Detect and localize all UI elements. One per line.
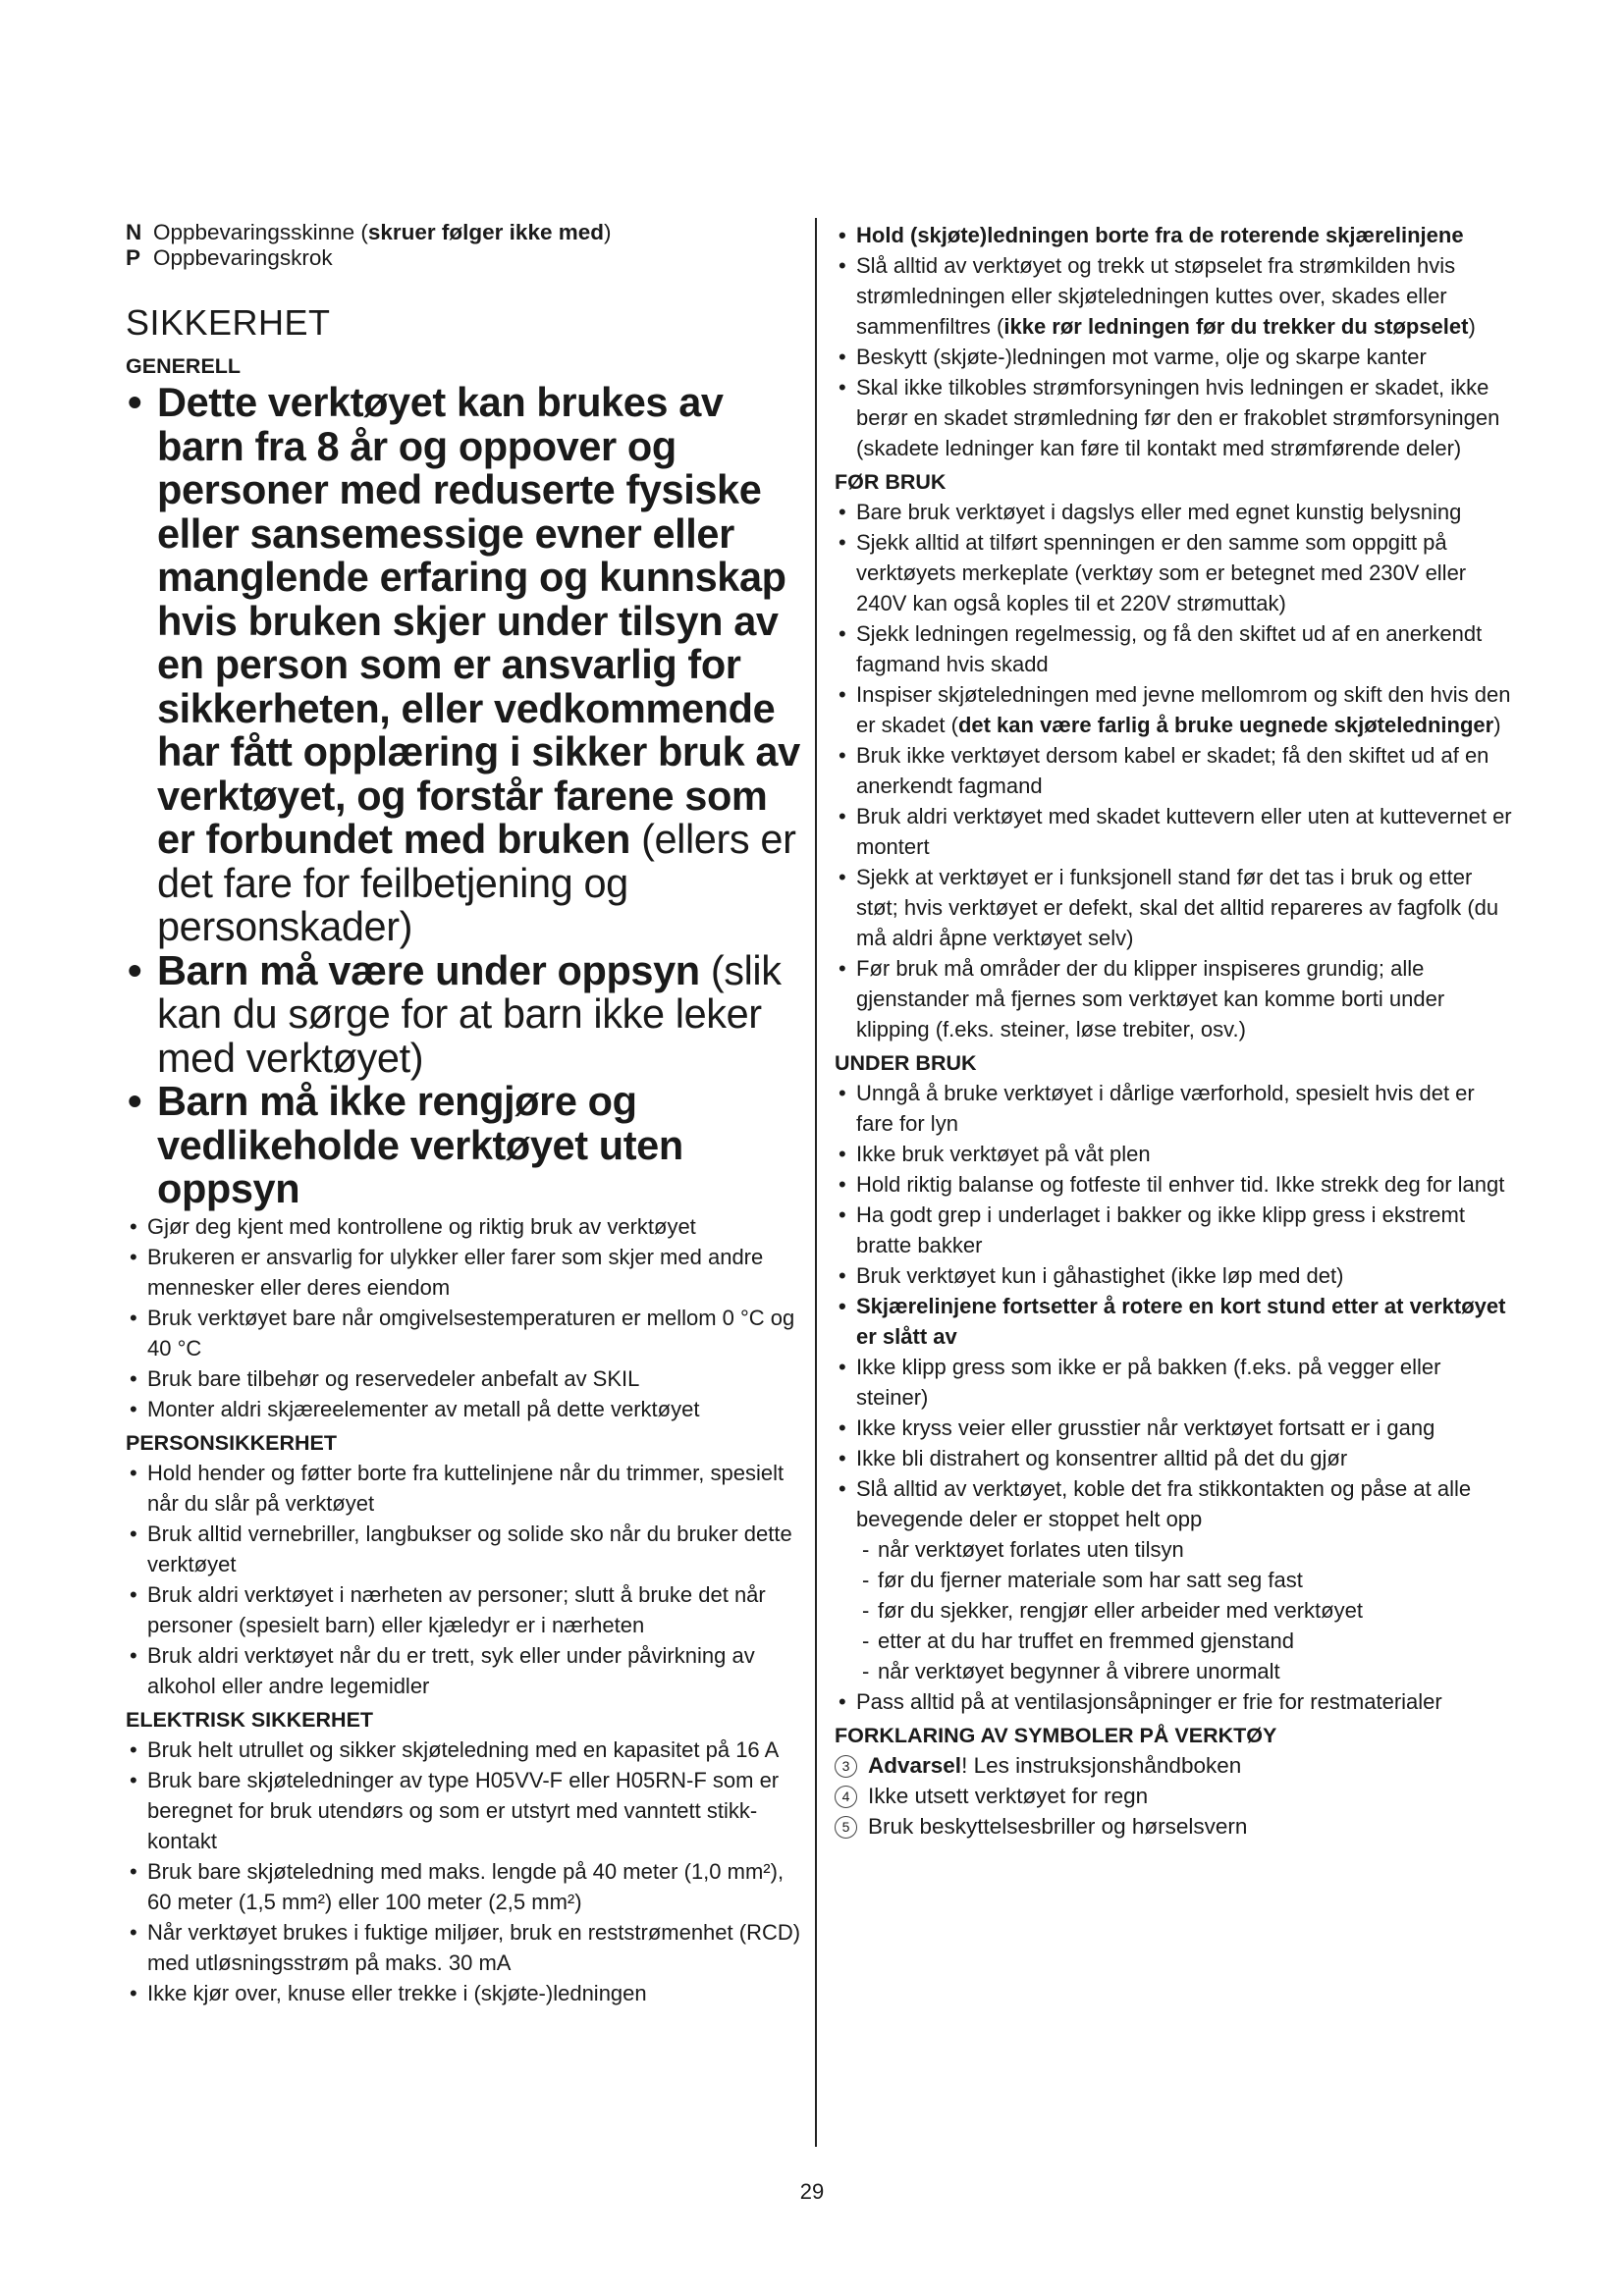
big-warning: • Barn må ikke rengjøre og vedlikeholde verktøyet uten oppsyn (126, 1080, 801, 1211)
left-column (126, 220, 801, 2008)
cord-list (835, 220, 1512, 463)
list-item: • Brukeren er ansvarlig for ulykker eller farer som skjer med andre mennesker eller deres eiendom (126, 1242, 801, 1303)
list-item: • Hold hender og føtter borte fra kuttelinjene når du trimmer, spesielt når du slår på verktøyet (126, 1458, 801, 1519)
symbol-row: 3 Advarsel! Les instruksjonshåndboken (835, 1750, 1512, 1781)
list-item: • Ikke bruk verktøyet på våt plen (835, 1139, 1512, 1169)
personal-list (126, 1458, 801, 1701)
list-item: • Sjekk at verktøyet er i funksjonell stand før det tas i bruk og etter støt; hvis verktøyet er defekt, skal det alltid repareres av fagfolk (du må aldri åpne verktøyet selv) (835, 862, 1512, 953)
dash-item: - når verktøyet begynner å vibrere unormalt (856, 1656, 1512, 1686)
list-item: • Pass alltid på at ventilasjonsåpninger er frie for restmaterialer (835, 1686, 1512, 1717)
list-item: • Ikke kjør over, knuse eller trekke i (skjøte-)ledningen (126, 1978, 801, 2008)
list-item: • Unngå å bruke verktøyet i dårlige værforhold, spesielt hvis det er fare for lyn (835, 1078, 1512, 1139)
page-title: SIKKERHET (126, 302, 331, 343)
list-item: • Slå alltid av verktøyet og trekk ut støpselet fra strømkilden hvis strømledningen eller skjøteledningen kuttes over, skades eller sammenfiltres (ikke rør ledningen før du trekker du støpselet) (835, 250, 1512, 342)
symbol-row: 4 Ikke utsett verktøyet for regn (835, 1781, 1512, 1811)
list-item: • Skal ikke tilkobles strømforsyningen hvis ledningen er skadet, ikke berør en skadet strømledning før den er frakoblet strømforsyningen (skadete ledninger kan føre til kontakt med strømførende deler) (835, 372, 1512, 463)
list-item: • Bruk verktøyet kun i gåhastighet (ikke løp med det) (835, 1260, 1512, 1291)
list-item: • Gjør deg kjent med kontrollene og riktig bruk av verktøyet (126, 1211, 801, 1242)
list-item: • Bruk bare tilbehør og reservedeler anbefalt av SKIL (126, 1363, 801, 1394)
number-circle-icon: 5 (835, 1816, 857, 1839)
section-heading-symbols: FORKLARING AV SYMBOLER PÅ VERKTØY (835, 1724, 1277, 1747)
general-list (126, 1211, 801, 1424)
section-heading-before-use: FØR BRUK (835, 470, 947, 494)
section-heading-electrical: ELEKTRISK SIKKERHET (126, 1707, 374, 1732)
list-item: • Bruk aldri verktøyet med skadet kuttevern eller uten at kuttevernet er montert (835, 801, 1512, 862)
list-item: • Ha godt grep i underlaget i bakker og ikke klipp gress i ekstremt bratte bakker (835, 1200, 1512, 1260)
list-item: • Bruk ikke verktøyet dersom kabel er skadet; få den skiftet ud af en anerkendt fagmand (835, 740, 1512, 801)
list-item: • Ikke bli distrahert og konsentrer alltid på det du gjør (835, 1443, 1512, 1473)
page-number: 29 (799, 2179, 825, 2204)
list-item: • Bruk helt utrullet og sikker skjøteledning med en kapasitet på 16 A (126, 1735, 801, 1765)
dash-item: - etter at du har truffet en fremmed gjenstand (856, 1626, 1512, 1656)
list-item: • Slå alltid av verktøyet, koble det fra stikkontakten og påse at alle bevegende deler er stoppet helt opp - når verktøyet forlates uten tilsyn - før du fjerner materiale som har satt seg fast - før du sjekker, rengjør eller arbeider med verktøyet - etter at du har truffet en fremmed gjenstand - når verktøyet begynner å vibrere unormalt (835, 1473, 1512, 1686)
before-use-list (835, 497, 1512, 1044)
section-heading-during-use: UNDER BRUK (835, 1051, 977, 1075)
list-item: • Ikke klipp gress som ikke er på bakken (f.eks. på vegger eller steiner) (835, 1352, 1512, 1413)
list-item: • Sjekk ledningen regelmessig, og få den skiftet ud af en anerkendt fagmand hvis skadd (835, 618, 1512, 679)
list-item: • Før bruk må områder der du klipper inspiseres grundig; alle gjenstander må fjernes som verktøyet kan komme borti under klipping (f.eks. steiner, løse trebiter, osv.) (835, 953, 1512, 1044)
list-item: • Bruk aldri verktøyet når du er trett, syk eller under påvirkning av alkohol eller andre legemidler (126, 1640, 801, 1701)
dash-item: - før du sjekker, rengjør eller arbeider med verktøyet (856, 1595, 1512, 1626)
list-item: • Ikke kryss veier eller grusstier når verktøyet fortsatt er i gang (835, 1413, 1512, 1443)
list-item: • Beskytt (skjøte-)ledningen mot varme, olje og skarpe kanter (835, 342, 1512, 372)
list-item: • Sjekk alltid at tilført spenningen er den samme som oppgitt på verktøyets merkeplate (verktøy som er betegnet med 230V eller 240V kan også koples til et 220V strømuttak) (835, 527, 1512, 618)
legend-n: N Oppbevaringsskinne (skruer følger ikke med) (126, 220, 612, 244)
electrical-list (126, 1735, 801, 2008)
big-warning: • Dette verktøyet kan brukes av barn fra 8 år og oppover og personer med reduserte fysiske eller sansemessige evner eller manglende erfaring og kunnskap hvis bruken skjer under tilsyn av en person som er ansvarlig for sikkerheten, eller vedkommende har fått opplæring i sikker bruk av verktøyet, og forstår farene som er forbundet med bruken (ellers er det fare for feilbetjening og personskader) (126, 381, 801, 949)
list-item: • Hold (skjøte)ledningen borte fra de roterende skjærelinjene (835, 220, 1512, 250)
list-item: • Inspiser skjøteledningen med jevne mellomrom og skift den hvis den er skadet (det kan være farlig å bruke uegnede skjøteledninger) (835, 679, 1512, 740)
list-item: • Bare bruk verktøyet i dagslys eller med egnet kunstig belysning (835, 497, 1512, 527)
section-heading-general: GENERELL (126, 354, 242, 378)
big-warning: • Barn må være under oppsyn (slik kan du sørge for at barn ikke leker med verktøyet) (126, 949, 801, 1081)
list-item: • Bruk aldri verktøyet i nærheten av personer; slutt å bruke det når personer (spesielt barn) eller kjæledyr er i nærheten (126, 1579, 801, 1640)
section-heading-personal: PERSONSIKKERHET (126, 1430, 338, 1455)
list-item: • Bruk alltid vernebriller, langbukser og solide sko når du bruker dette verktøyet (126, 1519, 801, 1579)
list-item: • Bruk bare skjøteledning med maks. lengde på 40 meter (1,0 mm²), 60 meter (1,5 mm²) eller 100 meter (2,5 mm²) (126, 1856, 801, 1917)
dash-item: - før du fjerner materiale som har satt seg fast (856, 1565, 1512, 1595)
dash-item: - når verktøyet forlates uten tilsyn (856, 1534, 1512, 1565)
column-divider (815, 218, 817, 2147)
list-item: • Skjærelinjene fortsetter å rotere en kort stund etter at verktøyet er slått av (835, 1291, 1512, 1352)
number-circle-icon: 3 (835, 1755, 857, 1778)
list-item: • Bruk bare skjøteledninger av type H05VV-F eller H05RN-F som er beregnet for bruk utendørs og som er utstyrt med vanntett stikk-kontakt (126, 1765, 801, 1856)
number-circle-icon: 4 (835, 1786, 857, 1808)
symbol-row: 5 Bruk beskyttelsesbriller og hørselsvern (835, 1811, 1512, 1842)
list-item: • Når verktøyet brukes i fuktige miljøer, bruk en reststrømenhet (RCD) med utløsningsstrøm på maks. 30 mA (126, 1917, 801, 1978)
list-item: • Hold riktig balanse og fotfeste til enhver tid. Ikke strekk deg for langt (835, 1169, 1512, 1200)
legend-p: P Oppbevaringskrok (126, 245, 333, 270)
during-use-list (835, 1078, 1512, 1717)
list-item: • Monter aldri skjæreelementer av metall på dette verktøyet (126, 1394, 801, 1424)
big-warnings (126, 381, 801, 1211)
dash-list (856, 1534, 1512, 1686)
list-item: • Bruk verktøyet bare når omgivelsestemperaturen er mellom 0 °C og 40 °C (126, 1303, 801, 1363)
right-column (835, 220, 1512, 1842)
